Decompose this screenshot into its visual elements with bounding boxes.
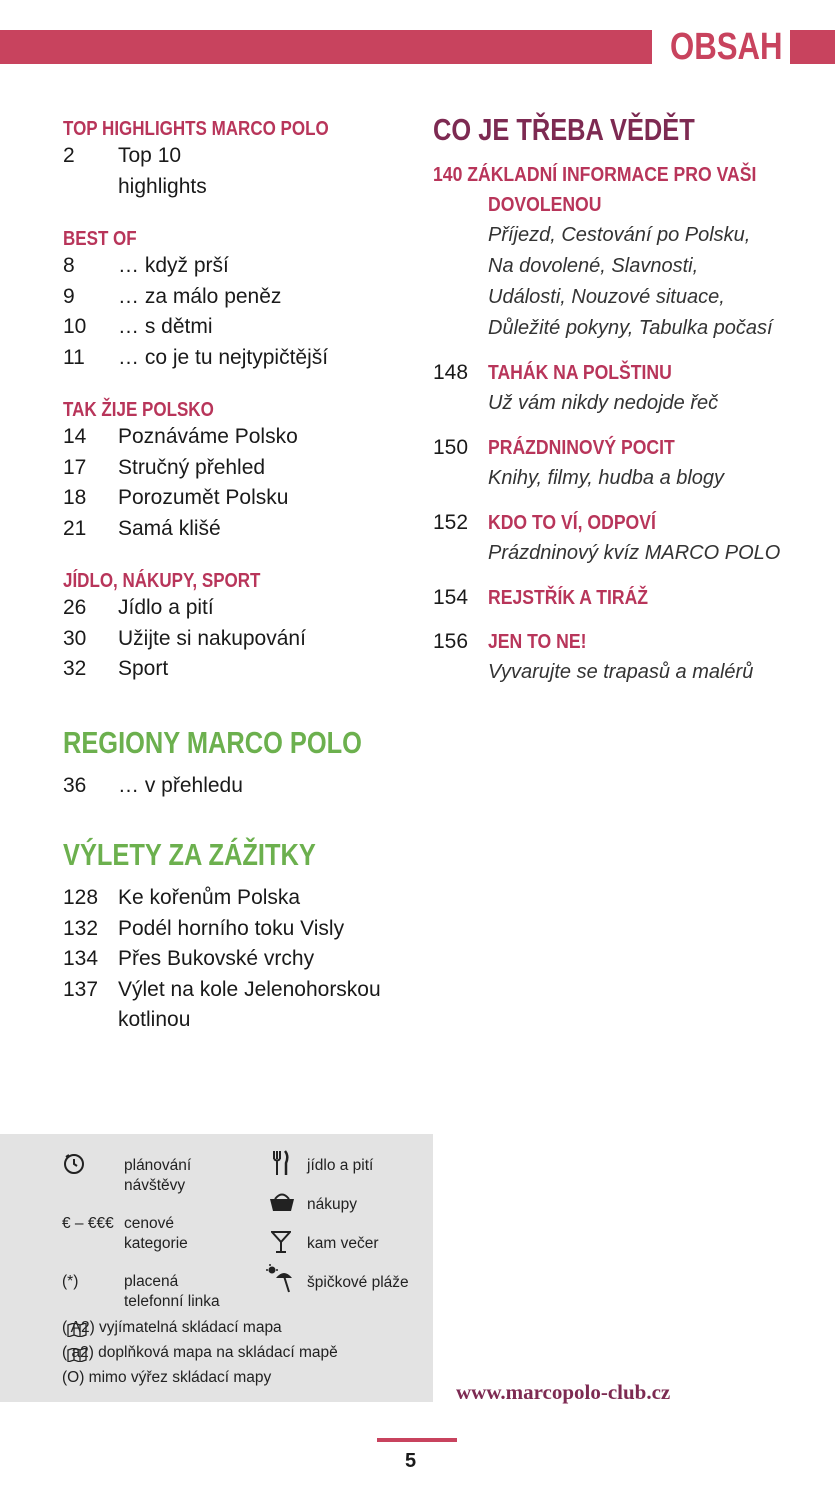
header-bar [0, 26, 835, 68]
page-title: OBSAH [670, 26, 783, 68]
symbol-legend [0, 1134, 433, 1402]
toc-entry[interactable]: 10 … s dětmi [63, 315, 213, 338]
legend-planovani: plánování návštěvy [124, 1157, 192, 1194]
toc-entry[interactable]: 14 Poznáváme Polsko [63, 425, 298, 448]
website-link[interactable]: www.marcopolo-club.cz [456, 1380, 671, 1404]
toc-entry[interactable]: 32 Sport [63, 657, 169, 680]
section-heading: REGIONY MARCO POLO [63, 724, 362, 760]
legend-vecer: kam večer [307, 1235, 379, 1252]
toc-entry[interactable]: 128 Ke kořenům Polska [63, 886, 301, 909]
section-heading: BEST OF [63, 228, 137, 250]
legend-map2: ( a2) doplňková mapa na skládací mapě [62, 1344, 338, 1361]
legend-plaze: špičkové pláže [307, 1274, 409, 1291]
beach-icon [266, 1264, 296, 1300]
legend-map1: ( A2) vyjímatelná skládací mapa [62, 1319, 282, 1336]
toc-entry[interactable]: 36 … v přehledu [63, 773, 243, 797]
toc-entry[interactable]: 132 Podél horního toku Visly [63, 916, 345, 940]
section-jidlo-nakupy-sport [63, 570, 423, 685]
section-heading: TAK ŽIJE POLSKO [63, 399, 214, 421]
section-heading: VÝLETY ZA ZÁŽITKY [63, 837, 316, 872]
toc-entry[interactable]: 9 … za málo peněz [63, 284, 282, 308]
section-regiony [63, 725, 423, 802]
toc-entry[interactable]: 8 … když prší [63, 254, 229, 277]
legend-placena: placená telefonní linka [124, 1273, 220, 1310]
page-number: 5 [405, 1450, 417, 1472]
toc-entry[interactable]: 137 Výlet na kole Jelenohorskou kotlinou [63, 977, 381, 1031]
section-tak-zije-polsko [63, 399, 423, 544]
toc-entry[interactable]: 148 TAHÁK NA POLŠTINU Už vám nikdy nedojde řeč [433, 361, 719, 414]
toc-right-column [433, 112, 813, 702]
toc-entry[interactable]: 150 PRÁZDNINOVÝ POCIT Knihy, filmy, hudba a blogy [433, 436, 725, 489]
legend-jidlo: jídlo a pití [307, 1157, 374, 1174]
legend-nakupy: nákupy [307, 1196, 357, 1213]
legend-map3: (O) mimo výřez skládací mapy [62, 1369, 272, 1386]
toc-entry[interactable]: 17 Stručný přehled [63, 455, 266, 479]
toc-entry[interactable]: 140 ZÁKLADNÍ INFORMACE PRO VAŠI DOVOLENOU Příjezd, Cestování po Polsku, Na dovolené, Slavnosti, Události, Nouzové situace, Důležité pokyny, Tabulka počasí [433, 164, 773, 339]
toc-entry[interactable]: 134 Přes Bukovské vrchy [63, 947, 315, 970]
toc-entry[interactable]: 30 Užijte si nakupování [63, 626, 306, 650]
fork-knife-icon [272, 1150, 290, 1182]
toc-entry[interactable]: 11 … co je tu nejtypičtější [63, 345, 329, 369]
toc-entry[interactable]: 18 Porozumět Polsku [63, 486, 289, 509]
cocktail-icon [271, 1230, 291, 1260]
section-heading: JÍDLO, NÁKUPY, SPORT [63, 570, 261, 592]
section-vylety [63, 837, 423, 1036]
section-best-of [63, 228, 423, 373]
clock-icon [62, 1152, 86, 1182]
section-top-highlights [63, 118, 423, 202]
section-heading: TOP HIGHLIGHTS MARCO POLO [63, 118, 329, 140]
toc-entry[interactable]: 156 JEN TO NE! Vyvarujte se trapasů a malérů [433, 630, 754, 683]
basket-icon [268, 1190, 296, 1218]
section-heading: CO JE TŘEBA VĚDĚT [433, 112, 695, 147]
legend-price-symbol: € – €€€ [62, 1215, 114, 1232]
header-bar-left [0, 30, 652, 64]
legend-phone-symbol: (*) [62, 1273, 79, 1290]
toc-entry[interactable]: 154 REJSTŘÍK A TIRÁŽ [433, 586, 649, 609]
page-number-rule [377, 1438, 457, 1442]
legend-ceny: cenové kategorie [124, 1215, 188, 1252]
toc-left-column [63, 118, 423, 1062]
header-bar-right [790, 30, 835, 64]
toc-entry[interactable]: 152 KDO TO VÍ, ODPOVÍ Prázdninový kvíz MARCO POLO [433, 511, 781, 564]
toc-entry[interactable]: 21 Samá klišé [63, 516, 221, 540]
toc-entry[interactable]: 26 Jídlo a pití [63, 596, 214, 619]
toc-entry[interactable]: 2 Top 10 highlights [63, 144, 207, 198]
